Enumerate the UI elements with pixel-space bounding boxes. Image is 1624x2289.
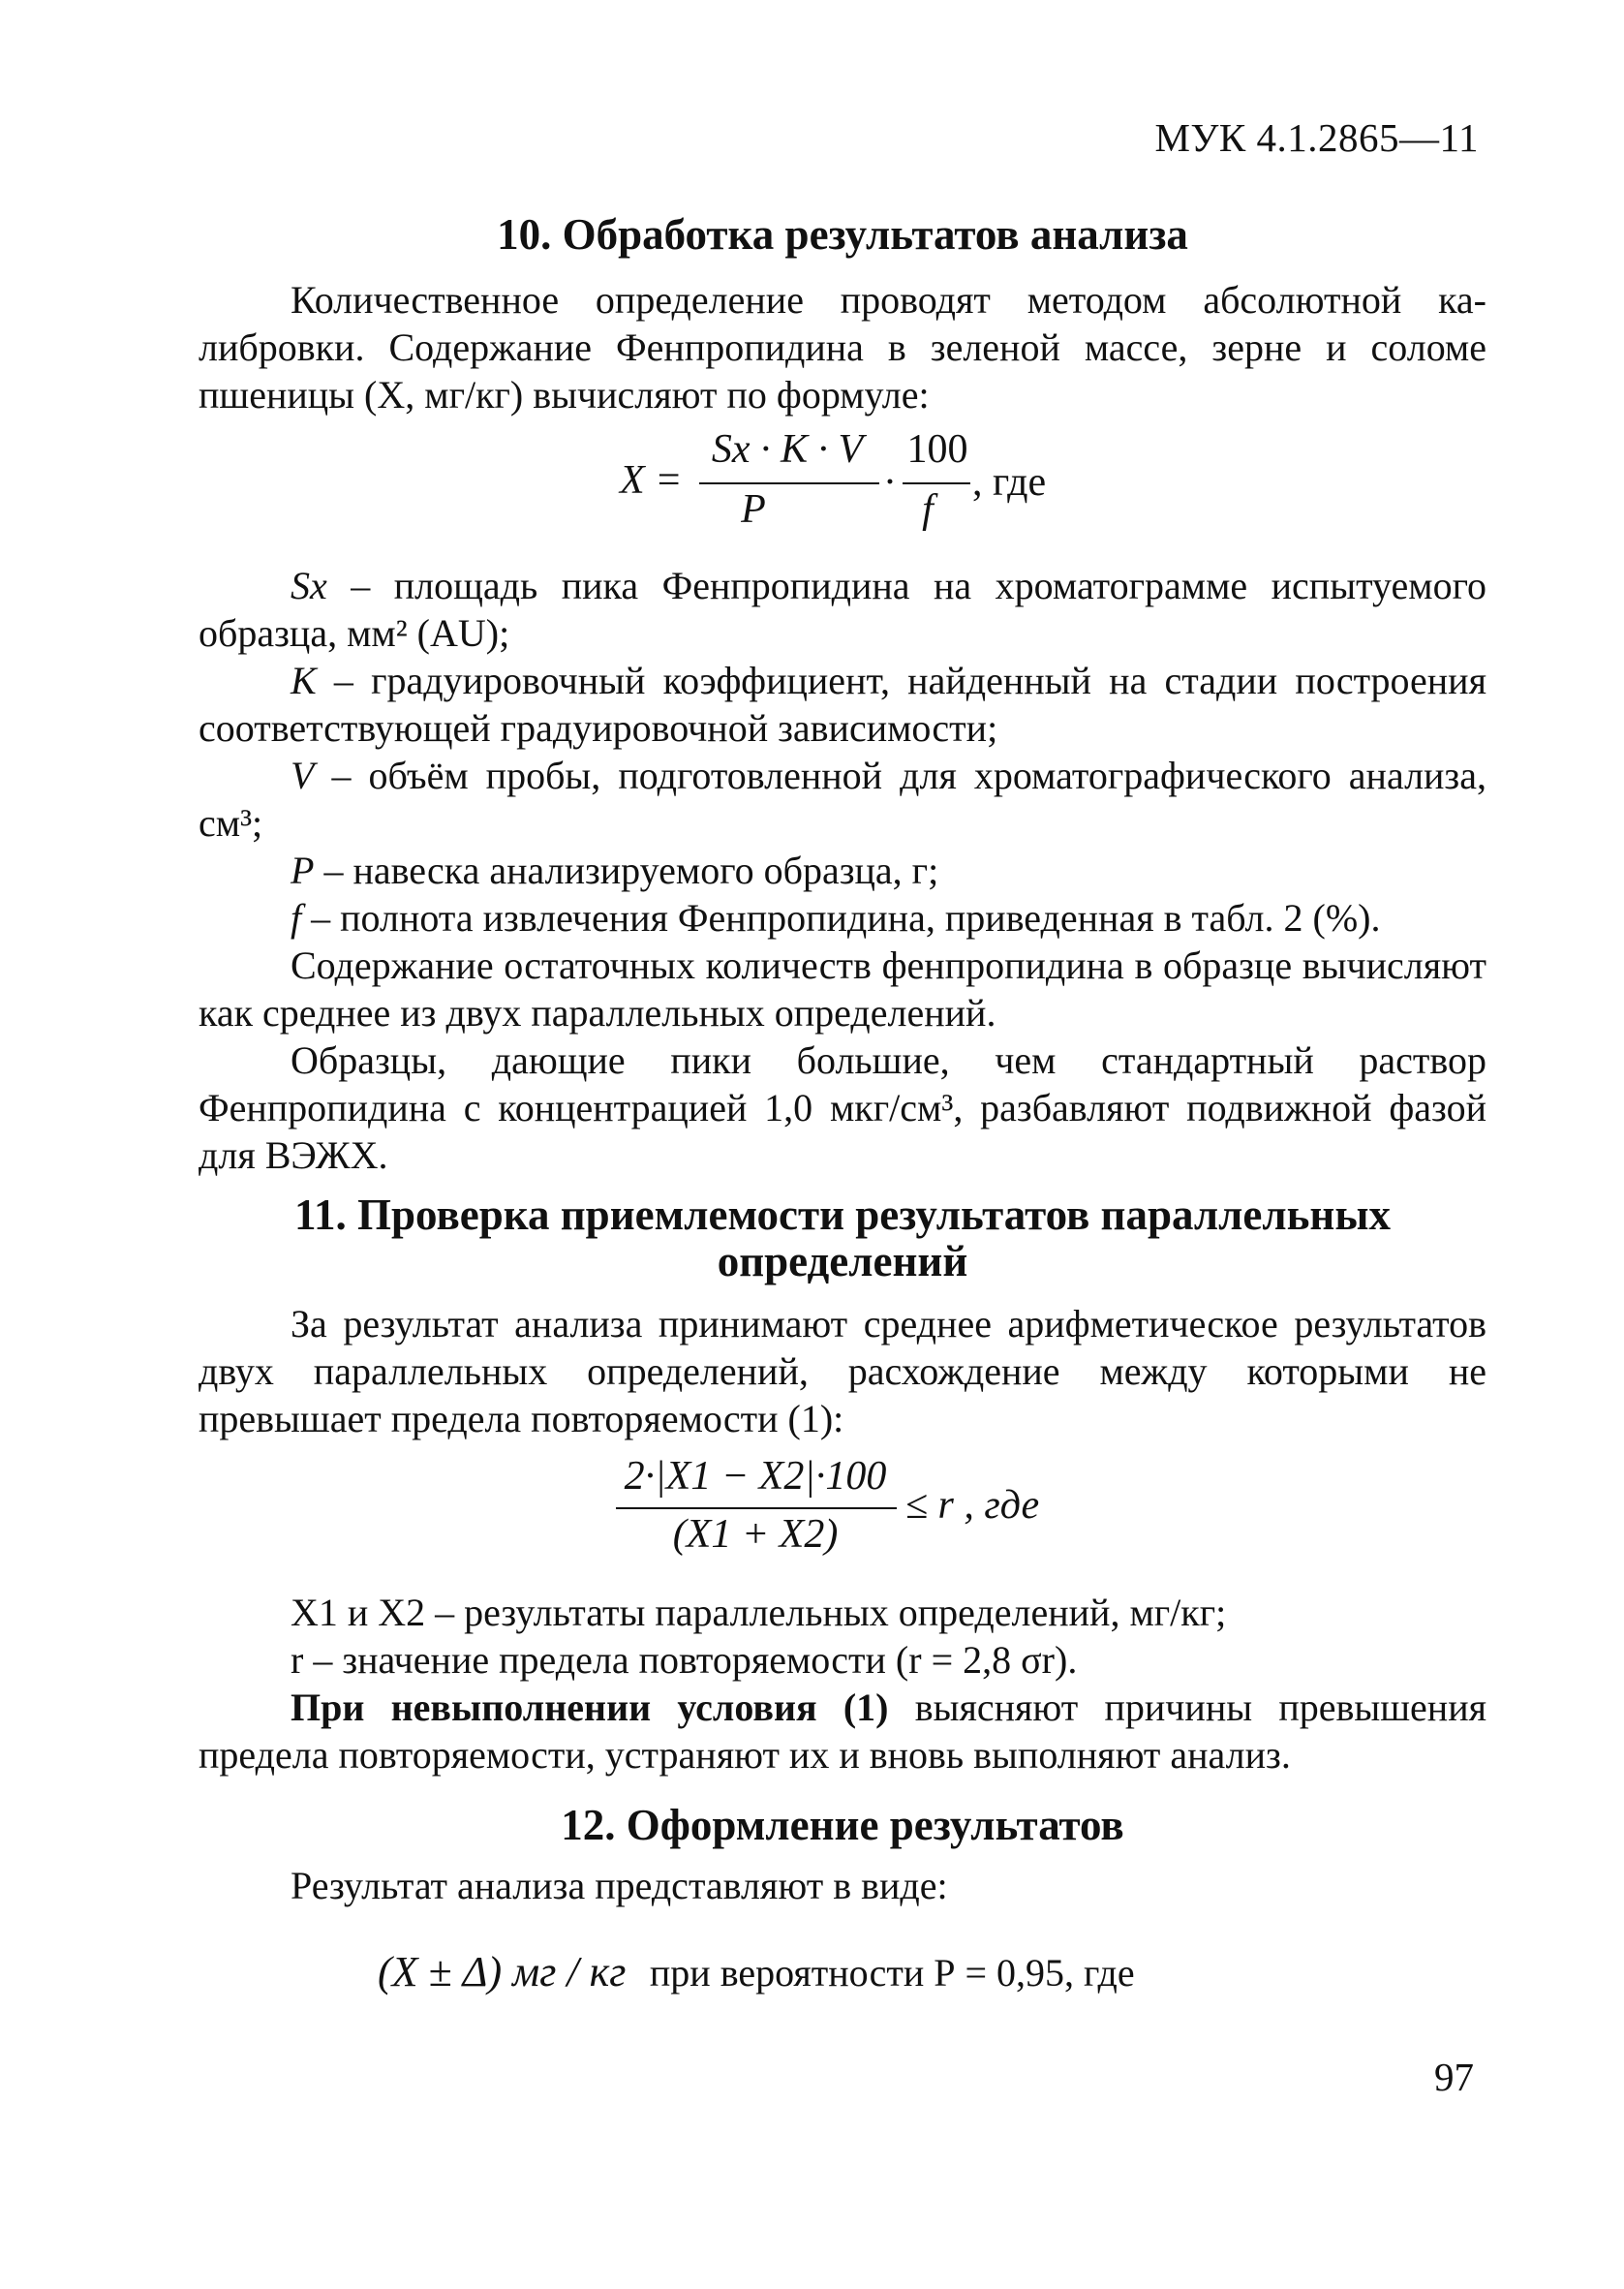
formula-repeatability: [0, 1453, 1624, 1579]
definition-k-text: – градуировочный коэффициент, найденный на стадии построения соответствующей градуировочной зависимости;: [199, 659, 1486, 750]
section-11-title-line-2: определений: [717, 1237, 968, 1285]
section-12-title: 12. Оформление результатов: [561, 1801, 1124, 1849]
section-12-p1-text: Результат анализа представляют в виде:: [291, 1864, 948, 1907]
definition-r-text: r – значение предела повторяемости (r = 2,8 σr).: [291, 1638, 1078, 1682]
formula-tail: , где: [972, 460, 1047, 505]
p3-text: Образцы, дающие пики большие, чем стандартный раствор Фенпропидина с концентрацией 1,0 мкг/см³, разбавляют подвижной фазой для ВЭЖХ.: [199, 1038, 1486, 1177]
symbol-sx: Sx: [291, 564, 327, 607]
definition-k: [199, 657, 1486, 752]
document-code-header: МУК 4.1.2865—11: [1154, 115, 1479, 160]
condition-bold-text: При невыполнении условия (1): [291, 1686, 889, 1729]
p1-first-line-text: Количественное определение проводят методом абсолютной ка-: [291, 278, 1486, 322]
section-10-paragraph-1: либровки. Содержание Фенпропидина в зеленой массе, зерне и соломе пшеницы (X, мг/кг) вычисляют по формуле:: [199, 325, 1486, 417]
section-10-paragraph-3: [199, 1036, 1486, 1179]
definition-r: [199, 1636, 1486, 1684]
section-11-paragraph-2: [199, 1684, 1486, 1779]
fraction-bar-2: [903, 482, 970, 484]
formula-dot: ·: [883, 460, 897, 505]
formula-numerator-2: 100: [906, 427, 968, 472]
section-11-title: [199, 1191, 1486, 1284]
section-11-title-line-1: 11. Проверка приемлемости результатов параллельных: [294, 1191, 1391, 1239]
definition-f-text: – полнота извлечения Фенпропидина, приведенная в табл. 2 (%).: [301, 896, 1381, 940]
formula-2-denominator: (X1 + X2): [672, 1512, 839, 1557]
formula-numerator-1: Sx · K · V: [711, 427, 864, 472]
symbol-p: P: [291, 849, 315, 892]
symbol-f: f: [291, 896, 302, 940]
definition-f: [199, 894, 1486, 942]
p2-text: Содержание остаточных количеств фенпропидина в образце вычисляют как среднее из двух параллельных определений.: [199, 943, 1486, 1035]
section-10-paragraph-1-first-line: [199, 276, 1486, 324]
section-10-title: 10. Обработка результатов анализа: [497, 210, 1188, 259]
definition-p: [199, 847, 1486, 894]
result-expression: (X ± Δ) мг / кг: [378, 1948, 627, 1995]
definition-x1-x2: [199, 1589, 1486, 1636]
formula-lhs: X =: [620, 458, 683, 503]
formula-2-rhs: ≤ r , где: [905, 1483, 1040, 1528]
definition-v-text: – объём пробы, подготовленной для хроматографического анализа, см³;: [199, 754, 1486, 845]
fraction-bar-3: [616, 1507, 897, 1509]
result-probability: при вероятности Р = 0,95, где: [649, 1951, 1135, 1995]
page-number: 97: [1434, 2055, 1474, 2099]
formula-x: [0, 426, 1624, 552]
definition-v: [199, 752, 1486, 847]
definition-sx-text: – площадь пика Фенпропидина на хроматограмме испытуемого образца, мм² (AU);: [199, 564, 1486, 655]
section-11-p2-text: выясняют причины превышения предела повторяемости, устраняют их и вновь выполняют анализ.: [199, 1686, 1487, 1777]
result-formula: [378, 1947, 1346, 1996]
formula-denominator-2: f: [922, 487, 934, 532]
section-12-paragraph-1: [199, 1862, 1486, 1909]
fraction-bar-1: [699, 482, 879, 484]
symbol-v: V: [291, 754, 315, 797]
definition-x1-x2-text: X1 и X2 – результаты параллельных определений, мг/кг;: [291, 1591, 1227, 1634]
formula-denominator-1: P: [741, 487, 766, 532]
formula-2-numerator: 2·|X1 − X2|·100: [624, 1454, 887, 1499]
definition-p-text: – навеска анализируемого образца, г;: [314, 849, 939, 892]
section-11-paragraph-1: [199, 1300, 1486, 1442]
symbol-k: K: [291, 659, 317, 702]
section-10-paragraph-2: [199, 942, 1486, 1036]
section-11-p1-text: За результат анализа принимают среднее арифметическое результатов двух параллельных определений, расхождение между которыми не превышает предела повторяемости (1):: [199, 1302, 1486, 1440]
definition-sx: [199, 562, 1486, 657]
